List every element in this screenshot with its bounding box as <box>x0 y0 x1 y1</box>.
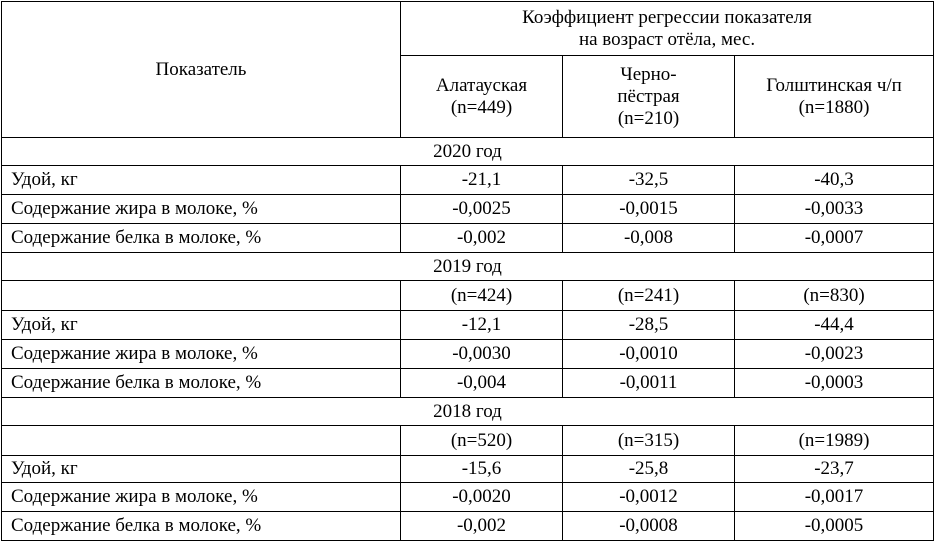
cell-value: -0,0005 <box>735 512 934 541</box>
sample-size-row <box>2 281 934 311</box>
table-row <box>2 483 934 512</box>
cell-value: -0,0025 <box>401 195 563 224</box>
empty-cell <box>2 281 401 311</box>
cell-value: -0,0008 <box>563 512 735 541</box>
cell-value: -0,0007 <box>735 224 934 253</box>
cell-value: -0,0015 <box>563 195 735 224</box>
regression-table <box>1 1 934 541</box>
sample-size: (n=520) <box>401 426 563 456</box>
cell-value: -0,002 <box>401 512 563 541</box>
year-row-2020: 2020 год <box>2 138 934 166</box>
row-label: Содержание белка в молоке, % <box>2 224 401 253</box>
sample-size: (n=241) <box>563 281 735 311</box>
empty-cell <box>2 426 401 456</box>
group-header-line1: Коэффициент регрессии показателя <box>522 6 812 28</box>
row-label: Удой, кг <box>2 166 401 195</box>
row-label: Удой, кг <box>2 311 401 340</box>
row-label: Содержание жира в молоке, % <box>2 340 401 369</box>
cell-value: -0,008 <box>563 224 735 253</box>
table-row <box>2 224 934 253</box>
cell-value: -15,6 <box>401 456 563 483</box>
cell-value: -28,5 <box>563 311 735 340</box>
cell-value: -0,004 <box>401 369 563 398</box>
indicator-header: Показатель <box>2 2 401 138</box>
cell-value: -0,0020 <box>401 483 563 512</box>
year-row-2018: 2018 год <box>2 398 934 426</box>
cell-value: -44,4 <box>735 311 934 340</box>
sample-size: (n=830) <box>735 281 934 311</box>
cell-value: -0,0011 <box>563 369 735 398</box>
table-row <box>2 512 934 541</box>
cell-value: -0,0033 <box>735 195 934 224</box>
row-label: Содержание белка в молоке, % <box>2 512 401 541</box>
cell-value: -0,0023 <box>735 340 934 369</box>
cell-value: -21,1 <box>401 166 563 195</box>
row-label: Содержание жира в молоке, % <box>2 195 401 224</box>
breed-header-black-pied: Черно- пёстрая (n=210) <box>563 56 735 138</box>
sample-size: (n=315) <box>563 426 735 456</box>
sample-size-row <box>2 426 934 456</box>
cell-value: -32,5 <box>563 166 735 195</box>
cell-value: -12,1 <box>401 311 563 340</box>
table-row <box>2 369 934 398</box>
table-row <box>2 311 934 340</box>
row-label: Удой, кг <box>2 456 401 483</box>
breed-header-alatau: Алатауская (n=449) <box>401 56 563 138</box>
table-row <box>2 195 934 224</box>
regression-group-header <box>401 2 934 56</box>
group-header-line2: на возраст отёла, мес. <box>578 28 756 50</box>
breed-header-holstein: Голштинская ч/п (n=1880) <box>735 56 934 138</box>
row-label: Содержание белка в молоке, % <box>2 369 401 398</box>
sample-size: (n=1989) <box>735 426 934 456</box>
table-row <box>2 340 934 369</box>
cell-value: -0,0010 <box>563 340 735 369</box>
cell-value: -0,0030 <box>401 340 563 369</box>
table-row <box>2 166 934 195</box>
cell-value: -40,3 <box>735 166 934 195</box>
year-row-2019: 2019 год <box>2 253 934 281</box>
cell-value: -0,002 <box>401 224 563 253</box>
sample-size: (n=424) <box>401 281 563 311</box>
table-row <box>2 456 934 483</box>
cell-value: -23,7 <box>735 456 934 483</box>
cell-value: -25,8 <box>563 456 735 483</box>
cell-value: -0,0017 <box>735 483 934 512</box>
cell-value: -0,0003 <box>735 369 934 398</box>
cell-value: -0,0012 <box>563 483 735 512</box>
row-label: Содержание жира в молоке, % <box>2 483 401 512</box>
